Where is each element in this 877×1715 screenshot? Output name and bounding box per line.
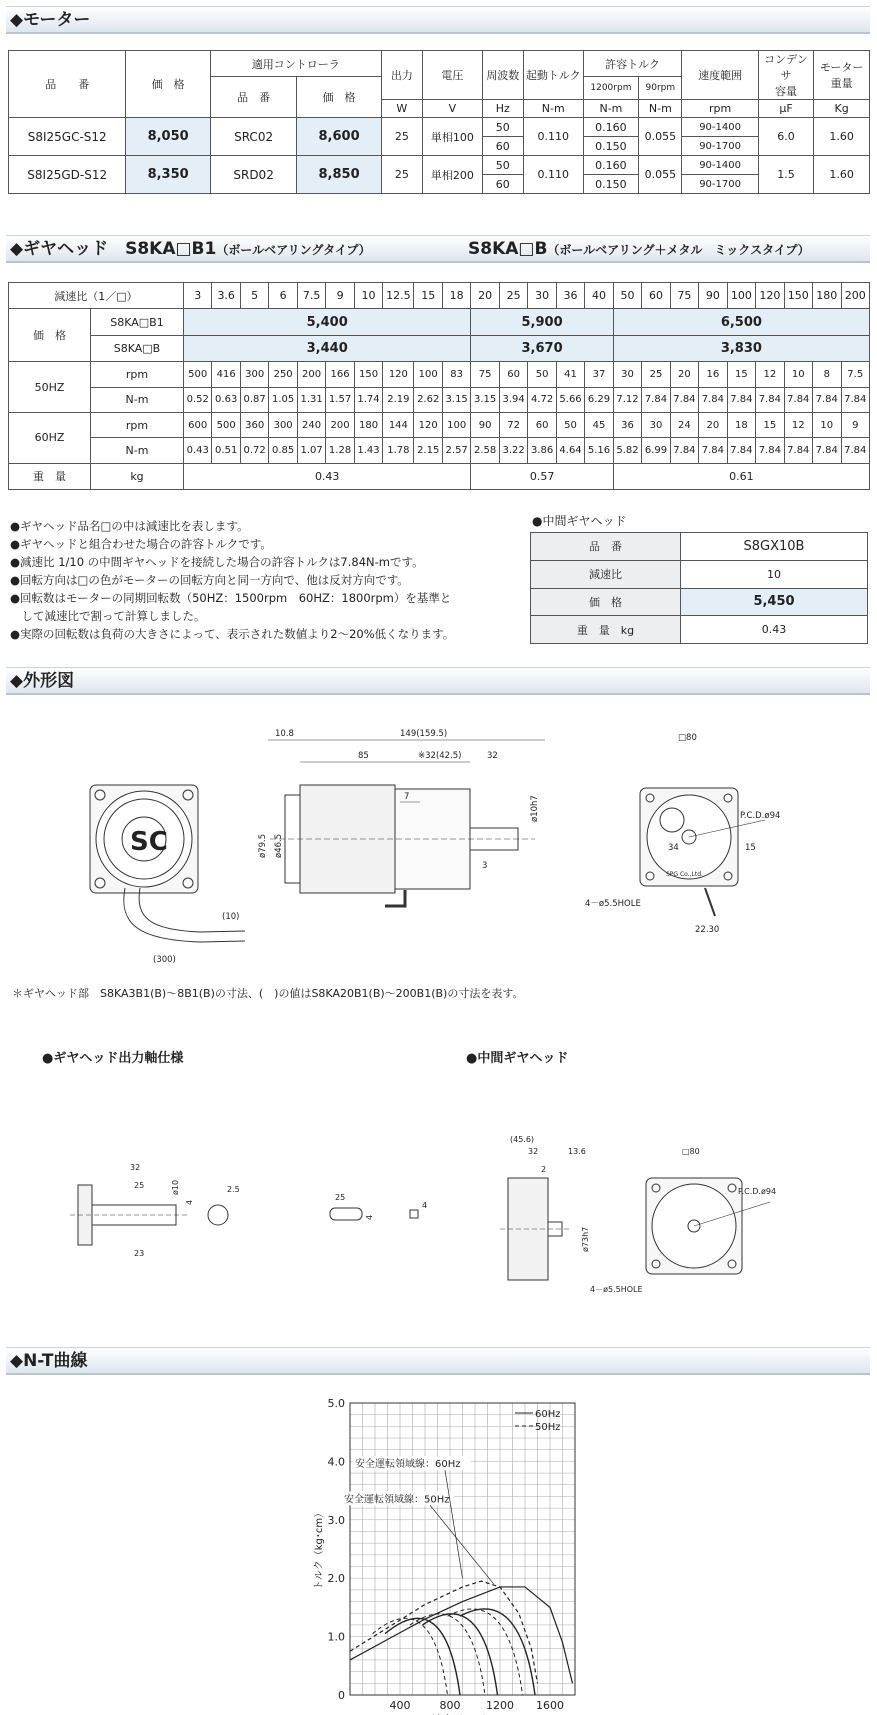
mid-ratio-label: 減速比	[531, 560, 681, 588]
x-tick: 400	[389, 1699, 411, 1712]
cell: 0.87	[240, 387, 268, 412]
h-1200: 1200rpm	[583, 77, 639, 100]
cell: 0.51	[212, 438, 240, 463]
cell: 45	[585, 412, 613, 437]
h-cap1: コンデンサ 容量	[758, 51, 814, 100]
m-ctrl: SRC02	[210, 118, 297, 156]
cell: 6,500	[613, 309, 869, 335]
h-voltage: 電圧	[422, 51, 482, 100]
y-label: トルク（kg･cm）	[314, 1507, 325, 1591]
cell: 36	[556, 283, 584, 309]
m-t2: 0.150	[583, 137, 639, 156]
h-ctrl-price: 価 格	[297, 77, 381, 118]
hz-label: 60HZ	[9, 412, 91, 463]
cell: 30	[613, 362, 641, 387]
cell: 150	[784, 283, 812, 309]
b-label: S8KA□B	[91, 335, 184, 361]
m-sp: 90-1400	[682, 118, 758, 137]
cell: 240	[297, 412, 325, 437]
mid-table	[530, 532, 868, 644]
cell: 7.84	[813, 438, 841, 463]
cell: 3,440	[183, 335, 470, 361]
dim: 32	[528, 1147, 539, 1156]
dim: ø46.5	[274, 833, 284, 858]
b1-label: S8KA□B1	[91, 309, 184, 335]
dim: 4	[365, 1214, 374, 1220]
cell: 6	[269, 283, 297, 309]
cell: 15	[727, 362, 755, 387]
u-rpm: rpm	[682, 100, 758, 118]
cell: 7.84	[784, 387, 812, 412]
note: ●実際の回転数は負荷の大きさによって、表示された数値より2～20%低くなります。	[10, 627, 455, 641]
dim: 22.30	[695, 925, 720, 935]
u-v: V	[422, 100, 482, 118]
dim: 4－ø5.5HOLE	[585, 899, 641, 909]
dim: 25	[335, 1193, 346, 1202]
mfr: SPG Co.,Ltd.	[666, 871, 703, 878]
cell: 25	[642, 362, 670, 387]
motor-table	[8, 50, 870, 194]
dim: 2.5	[227, 1185, 240, 1194]
dim: 32	[487, 751, 498, 761]
u-hz: Hz	[482, 100, 523, 118]
u-kg: Kg	[814, 100, 870, 118]
cell: 2.57	[442, 438, 470, 463]
note: ●減速比 1/10 の中間ギヤヘッドを接続した場合の許容トルクは7.84N-mです。	[10, 555, 424, 569]
outline-drawing	[0, 710, 877, 1020]
gear-front-view	[585, 733, 780, 935]
h-price: 価 格	[126, 51, 210, 118]
mid-drawing-title: ●中間ギヤヘッド	[466, 1051, 569, 1066]
cell: 100	[727, 283, 755, 309]
cell: 5,400	[183, 309, 470, 335]
h-ctrl: 適用コントローラ	[210, 51, 381, 77]
m-t90: 0.055	[639, 156, 682, 194]
cell: 7.84	[727, 387, 755, 412]
m-cap: 1.5	[758, 156, 814, 194]
dim: 32	[130, 1163, 141, 1172]
x-tick: 1600	[536, 1699, 564, 1712]
mid-ratio: 10	[681, 560, 868, 588]
curve	[423, 1614, 498, 1695]
cell: 6.29	[585, 387, 613, 412]
m-cap: 6.0	[758, 118, 814, 156]
cell: 150	[354, 362, 382, 387]
cell: 5.66	[556, 387, 584, 412]
cell: 4.64	[556, 438, 584, 463]
dim: 10.8	[275, 729, 294, 739]
unit: kg	[91, 463, 184, 489]
outline-heading: ◆外形図	[6, 667, 870, 695]
note: ●回転方向は□の色がモーターの回転方向と同一方向で、他は反対方向です。	[10, 573, 409, 587]
m-ctrl: SRD02	[210, 156, 297, 194]
unit: rpm	[91, 362, 184, 387]
h-ctrl-part: 品 番	[210, 77, 297, 118]
m-w: 25	[381, 118, 422, 156]
cell: 300	[240, 362, 268, 387]
leader	[445, 1470, 463, 1578]
m-part: S8I25GD-S12	[9, 156, 126, 194]
dim: ø10h7	[530, 795, 540, 822]
h-output: 出力	[381, 51, 422, 100]
dim: ø73h7	[581, 1226, 590, 1252]
u-nm3: N-m	[639, 100, 682, 118]
m-hz: 50	[482, 156, 523, 175]
mid-gear-drawing	[470, 1120, 870, 1310]
cell: 60	[642, 283, 670, 309]
legend-label: 60Hz	[535, 1409, 561, 1420]
cell: 30	[642, 412, 670, 437]
price-label: 価 格	[9, 309, 91, 362]
cell: 200	[326, 412, 354, 437]
gear-heading: ◆ギヤヘッド S8KA□B1（ボールベアリングタイプ） S8KA□B（ボールベアリング＋メタル ミックスタイプ）	[6, 235, 870, 263]
x-tick: 1200	[486, 1699, 514, 1712]
m-sp: 90-1700	[682, 137, 758, 156]
cell: 50	[556, 412, 584, 437]
m-v: 単相200	[422, 156, 482, 194]
cell: 500	[183, 362, 211, 387]
cell: 40	[585, 283, 613, 309]
cell: 4.72	[528, 387, 556, 412]
m-t1: 0.160	[583, 118, 639, 137]
cell: 360	[240, 412, 268, 437]
cell: 7.84	[841, 387, 870, 412]
m-hz: 60	[482, 175, 523, 194]
cell: 60	[528, 412, 556, 437]
cell: 3,830	[613, 335, 869, 361]
m-hz: 50	[482, 118, 523, 137]
dim: 25	[134, 1181, 145, 1190]
y-tick: 3.0	[327, 1513, 345, 1527]
mid-wt: 0.43	[681, 616, 868, 644]
m-ctrlprice: 8,600	[297, 118, 381, 156]
dim: 149(159.5)	[400, 729, 448, 739]
m-start: 0.110	[523, 118, 583, 156]
cell: 16	[699, 362, 727, 387]
cell: 120	[414, 412, 442, 437]
dim: 13.6	[568, 1147, 586, 1156]
m-sp: 90-1400	[682, 156, 758, 175]
cell: 3,670	[471, 335, 613, 361]
cell: 2.15	[414, 438, 442, 463]
cell: 8	[813, 362, 841, 387]
m-part: S8I25GC-S12	[9, 118, 126, 156]
cell: 416	[212, 362, 240, 387]
cell: 120	[383, 362, 414, 387]
cell: 0.43	[183, 438, 211, 463]
mid-part-label: 品 番	[531, 533, 681, 561]
m-start: 0.110	[523, 156, 583, 194]
note: ●回転数はモーターの同期回転数（50HZ：1500rpm 60HZ：1800rpm）を基準と	[10, 591, 452, 605]
mid-price: 5,450	[681, 588, 868, 616]
cell: 0.72	[240, 438, 268, 463]
cell: 15	[756, 412, 784, 437]
dim: 4	[185, 1199, 194, 1205]
cell: 6.99	[642, 438, 670, 463]
cell: 9	[841, 412, 870, 437]
dim: (45.6)	[510, 1135, 535, 1144]
h-90: 90rpm	[639, 77, 682, 100]
note: して減速比で割って計算しました。	[10, 609, 206, 623]
cell: 75	[670, 283, 698, 309]
cell: 12	[756, 362, 784, 387]
unit: rpm	[91, 412, 184, 437]
cell: 0.57	[471, 463, 613, 489]
m-v: 単相100	[422, 118, 482, 156]
cell: 1.31	[297, 387, 325, 412]
note: ●ギヤヘッドと組合わせた場合の許容トルクです。	[10, 537, 272, 551]
cell: 200	[297, 362, 325, 387]
cell: 5.82	[613, 438, 641, 463]
cell: 500	[212, 412, 240, 437]
cell: 24	[670, 412, 698, 437]
motor-front-view	[90, 785, 245, 965]
cell: 2.58	[471, 438, 499, 463]
cell: 0.43	[183, 463, 470, 489]
cell: 2.62	[414, 387, 442, 412]
cell: 7.5	[297, 283, 325, 309]
cell: 180	[354, 412, 382, 437]
cell: 7.84	[756, 387, 784, 412]
cell: 20	[471, 283, 499, 309]
cell: 90	[471, 412, 499, 437]
cell: 7.84	[642, 387, 670, 412]
cell: 12.5	[383, 283, 414, 309]
mid-title: ●中間ギヤヘッド	[532, 514, 627, 528]
motor-heading: ◆モーター	[6, 6, 870, 34]
ratio-label: 減速比（1／□）	[9, 283, 184, 309]
dim: P.C.D.ø94	[738, 1187, 777, 1196]
cell: 7.5	[841, 362, 870, 387]
cell: 50	[613, 283, 641, 309]
notes	[10, 517, 530, 643]
m-ctrlprice: 8,850	[297, 156, 381, 194]
cell: 1.43	[354, 438, 382, 463]
dim: (10)	[222, 912, 240, 922]
dim: ø10	[171, 1179, 180, 1195]
unit: N-m	[91, 387, 184, 412]
cell: 3.6	[212, 283, 240, 309]
cell: 250	[269, 362, 297, 387]
cell: 1.57	[326, 387, 354, 412]
curve	[410, 1614, 485, 1695]
m-hz: 60	[482, 137, 523, 156]
cell: 3	[183, 283, 211, 309]
weight-label: 重 量	[9, 463, 91, 489]
h-start: 起動トルク	[523, 51, 583, 100]
m-sp: 90-1700	[682, 175, 758, 194]
cell: 7.84	[670, 387, 698, 412]
dim: 7	[404, 792, 410, 802]
cell: 7.84	[841, 438, 870, 463]
cell: 41	[556, 362, 584, 387]
table-row	[9, 156, 870, 175]
cell: 20	[670, 362, 698, 387]
cell: 0.85	[269, 438, 297, 463]
table-row	[9, 118, 870, 137]
cell: 7.84	[784, 438, 812, 463]
cell: 10	[813, 412, 841, 437]
motor-side-view	[258, 729, 545, 906]
dim: 2	[541, 1165, 547, 1174]
unit: N-m	[91, 438, 184, 463]
table-row	[9, 362, 870, 387]
m-price: 8,350	[126, 156, 210, 194]
u-nm: N-m	[523, 100, 583, 118]
cell: 25	[499, 283, 527, 309]
m-t2: 0.150	[583, 175, 639, 194]
annotation: 安全運転領域線：60Hz	[355, 1459, 461, 1471]
m-t90: 0.055	[639, 118, 682, 156]
note: ●ギヤヘッド品名□の中は減速比を表します。	[10, 519, 249, 533]
dim: 15	[745, 843, 756, 853]
cell: 37	[585, 362, 613, 387]
y-tick: 4.0	[327, 1455, 345, 1469]
dim: 23	[134, 1249, 145, 1258]
x-tick: 800	[439, 1699, 461, 1712]
cell: 3.15	[471, 387, 499, 412]
cell: 3.15	[442, 387, 470, 412]
cell: 600	[183, 412, 211, 437]
y-tick: 2.0	[327, 1572, 345, 1586]
cell: 75	[471, 362, 499, 387]
cell: 100	[414, 362, 442, 387]
u-uf: μF	[758, 100, 814, 118]
dim: P.C.D.ø94	[740, 811, 781, 821]
cell: 83	[442, 362, 470, 387]
h-allow: 許容トルク	[583, 51, 682, 77]
h-part: 品 番	[9, 51, 126, 118]
cell: 72	[499, 412, 527, 437]
cell: 1.28	[326, 438, 354, 463]
cell: 5,900	[471, 309, 613, 335]
cell: 10	[354, 283, 382, 309]
hz-label: 50HZ	[9, 362, 91, 413]
cell: 0.61	[613, 463, 869, 489]
dim: 4	[422, 1201, 428, 1210]
cell: 7.84	[727, 438, 755, 463]
dim: 4－ø5.5HOLE	[590, 1285, 643, 1294]
dim: 34	[668, 843, 679, 853]
h-wt: モーター 重量	[814, 51, 870, 100]
cell: 100	[442, 412, 470, 437]
cell: 7.84	[670, 438, 698, 463]
nt-heading: ◆N-T曲線	[6, 1347, 870, 1375]
cell: 36	[613, 412, 641, 437]
m-price: 8,050	[126, 118, 210, 156]
table-row	[9, 438, 870, 463]
logo: SC	[130, 827, 168, 857]
m-kg: 1.60	[814, 118, 870, 156]
cell: 180	[813, 283, 841, 309]
cell: 300	[269, 412, 297, 437]
cell: 7.84	[756, 438, 784, 463]
m-kg: 1.60	[814, 156, 870, 194]
m-w: 25	[381, 156, 422, 194]
cell: 60	[499, 362, 527, 387]
cell: 30	[528, 283, 556, 309]
gear-table	[8, 282, 870, 490]
cell: 7.84	[813, 387, 841, 412]
cell: 0.63	[212, 387, 240, 412]
cell: 7.84	[699, 387, 727, 412]
series-line	[350, 1581, 538, 1683]
cell: 5.16	[585, 438, 613, 463]
cell: 1.78	[383, 438, 414, 463]
dim: 85	[358, 751, 369, 761]
cell: 5	[240, 283, 268, 309]
table-row	[9, 412, 870, 437]
cell: 1.05	[269, 387, 297, 412]
legend-label: 50Hz	[535, 1422, 561, 1433]
annotation: 安全運転領域線：50Hz	[344, 1494, 450, 1506]
cell: 3.86	[528, 438, 556, 463]
dim: □80	[682, 1147, 700, 1156]
cell: 15	[414, 283, 442, 309]
cell: 18	[727, 412, 755, 437]
mid-part: S8GX10B	[681, 533, 868, 561]
cell: 7.84	[699, 438, 727, 463]
y-tick: 0	[338, 1689, 345, 1702]
cell: 144	[383, 412, 414, 437]
cell: 200	[841, 283, 870, 309]
outline-footnote: ＊ギヤヘッド部 S8KA3B1(B)～8B1(B)の寸法、( )の値はS8KA20B1(B)～200B1(B)の寸法を表す。	[12, 987, 524, 1000]
cell: 9	[326, 283, 354, 309]
shaft-drawing	[40, 1150, 480, 1280]
y-tick: 5.0	[327, 1397, 345, 1410]
cell: 1.74	[354, 387, 382, 412]
dim: ※32(42.5)	[418, 751, 462, 761]
cell: 120	[756, 283, 784, 309]
cell: 20	[699, 412, 727, 437]
m-t1: 0.160	[583, 156, 639, 175]
mid-wt-label: 重 量 kg	[531, 616, 681, 644]
y-tick: 1.0	[327, 1630, 345, 1644]
u-w: W	[381, 100, 422, 118]
cell: 7.12	[613, 387, 641, 412]
cell: 3.94	[499, 387, 527, 412]
cell: 12	[784, 412, 812, 437]
cell: 18	[442, 283, 470, 309]
h-speed: 速度範囲	[682, 51, 758, 100]
cell: 1.07	[297, 438, 325, 463]
dim: 3	[482, 861, 488, 871]
cell: 50	[528, 362, 556, 387]
mid-price-label: 価 格	[531, 588, 681, 616]
cell: 10	[784, 362, 812, 387]
cell: 2.19	[383, 387, 414, 412]
table-row	[9, 387, 870, 412]
u-nm2: N-m	[583, 100, 639, 118]
nt-chart	[310, 1395, 670, 1715]
h-freq: 周波数	[482, 51, 523, 100]
dim: ø79.5	[258, 833, 268, 858]
cell: 0.52	[183, 387, 211, 412]
dim: □80	[678, 733, 697, 743]
shaft-title: ●ギヤヘッド出力軸仕様	[42, 1051, 184, 1066]
cell: 166	[326, 362, 354, 387]
cell: 90	[699, 283, 727, 309]
dim: (300)	[153, 955, 176, 965]
cell: 3.22	[499, 438, 527, 463]
